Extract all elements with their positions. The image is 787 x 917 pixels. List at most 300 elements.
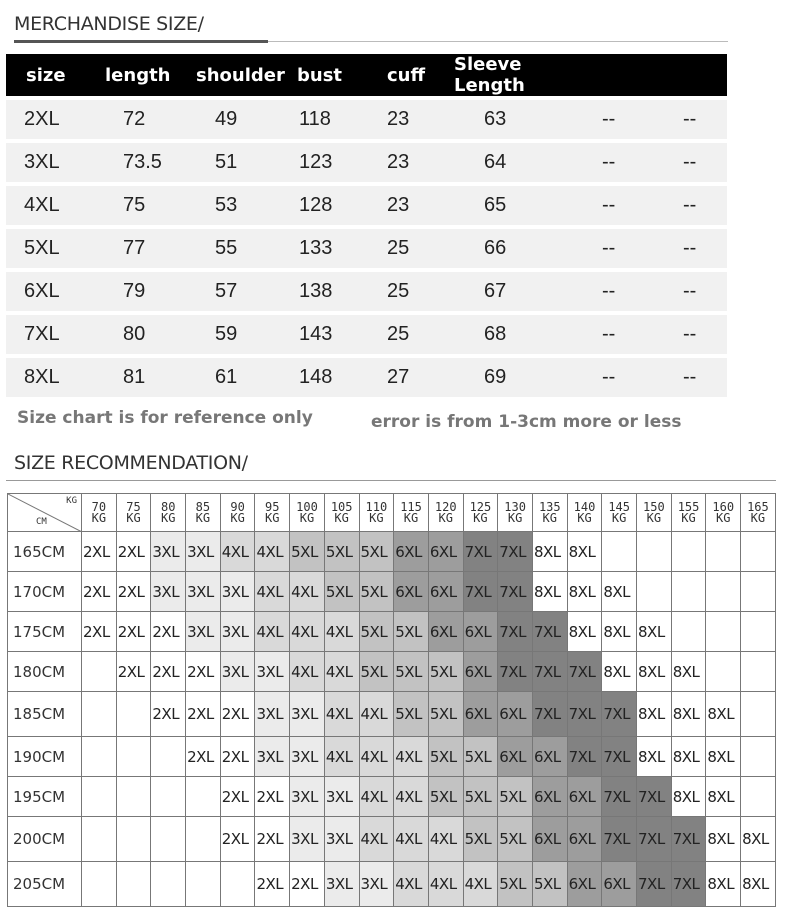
recommended-size-cell: 2XL [82, 572, 117, 612]
measurement-cell: -- [593, 143, 683, 182]
measurement-cell: -- [593, 100, 683, 139]
recommended-size-cell: 3XL [220, 612, 255, 652]
recommended-size-cell: 3XL [324, 777, 359, 817]
recommended-size-cell [671, 532, 706, 572]
recommended-size-cell: 2XL [151, 612, 186, 652]
recommended-size-cell: 8XL [637, 737, 672, 777]
measurement-cell: 27 [387, 358, 454, 397]
measurement-cell: 25 [387, 272, 454, 311]
recommended-size-cell: 2XL [186, 737, 221, 777]
recommended-size-cell: 7XL [637, 862, 672, 907]
recommended-size-cell: 4XL [394, 777, 429, 817]
corner-cell [8, 494, 82, 532]
measurement-cell: 75 [105, 186, 196, 225]
weight-unit: KG [126, 510, 141, 525]
recommended-size-cell [82, 692, 117, 737]
recommended-size-cell: 2XL [151, 652, 186, 692]
measurement-cell: 77 [105, 229, 196, 268]
recommended-size-cell: 8XL [671, 777, 706, 817]
height-row [8, 532, 776, 572]
recommended-size-cell: 7XL [498, 572, 533, 612]
recommended-size-cell: 7XL [602, 737, 637, 777]
recommended-size-cell [116, 737, 151, 777]
recommended-size-cell: 3XL [186, 612, 221, 652]
weight-header [706, 494, 741, 532]
measurement-cell: -- [593, 358, 683, 397]
size-row [6, 100, 727, 139]
measurement-cell: 128 [297, 186, 387, 225]
recommended-size-cell: 8XL [602, 572, 637, 612]
recommended-size-cell: 5XL [290, 532, 325, 572]
weight-unit: KG [646, 510, 662, 525]
size-recommendation-grid [7, 493, 776, 907]
recommended-size-cell [671, 572, 706, 612]
measurement-cell: 79 [105, 272, 196, 311]
size-row [6, 186, 727, 225]
measurement-cell: 118 [297, 100, 387, 139]
measurement-cell: -- [683, 143, 727, 182]
recommended-size-cell: 4XL [324, 737, 359, 777]
measurement-cell: -- [593, 315, 683, 354]
weight-unit: KG [91, 510, 107, 525]
recommended-size-cell: 4XL [324, 652, 359, 692]
height-label: 180CM [8, 652, 82, 692]
measurement-cell: 123 [297, 143, 387, 182]
recommended-size-cell: 6XL [428, 572, 463, 612]
height-label: 190CM [8, 737, 82, 777]
recommended-size-cell: 8XL [637, 652, 672, 692]
recommended-size-cell [82, 737, 117, 777]
recommended-size-cell: 7XL [498, 612, 533, 652]
recommended-size-cell: 3XL [186, 532, 221, 572]
recommended-size-cell: 8XL [602, 652, 637, 692]
recommended-size-cell: 2XL [290, 862, 325, 907]
weight-header [428, 494, 463, 532]
header-sleeve-length: Sleeve Length [454, 54, 593, 96]
height-label: 185CM [8, 692, 82, 737]
recommended-size-cell [186, 862, 221, 907]
recommended-size-cell: 6XL [498, 737, 533, 777]
recommended-size-cell: 8XL [671, 652, 706, 692]
weight-header [498, 494, 533, 532]
recommended-size-cell [116, 692, 151, 737]
recommended-size-cell: 4XL [359, 817, 394, 862]
weight-value: 135 [538, 499, 561, 514]
recommended-size-cell [151, 862, 186, 907]
recommended-size-cell: 8XL [706, 777, 741, 817]
weight-unit: KG [507, 510, 523, 525]
recommended-size-cell: 8XL [532, 532, 567, 572]
height-row [8, 572, 776, 612]
recommended-size-cell: 7XL [532, 652, 567, 692]
height-row [8, 817, 776, 862]
weight-header [463, 494, 498, 532]
recommended-size-cell: 8XL [567, 612, 602, 652]
title-underline [14, 40, 268, 43]
recommended-size-cell: 5XL [394, 692, 429, 737]
recommended-size-cell [82, 777, 117, 817]
weight-unit: KG [265, 510, 280, 525]
weight-header [671, 494, 706, 532]
recommended-size-cell: 3XL [324, 817, 359, 862]
corner-cm-label: CM [36, 517, 47, 527]
height-label: 205CM [8, 862, 82, 907]
measurement-cell: -- [683, 229, 727, 268]
height-label: 165CM [8, 532, 82, 572]
size-cell: 7XL [6, 315, 105, 354]
recommended-size-cell: 2XL [151, 692, 186, 737]
recommended-size-cell: 4XL [255, 572, 290, 612]
height-label: 195CM [8, 777, 82, 817]
recommended-size-cell [671, 612, 706, 652]
size-cell: 6XL [6, 272, 105, 311]
weight-unit: KG [195, 510, 211, 525]
measurement-cell: -- [683, 272, 727, 311]
measurement-cell: 59 [196, 315, 297, 354]
weight-unit: KG [750, 510, 766, 525]
height-row [8, 692, 776, 737]
recommended-size-cell: 5XL [324, 532, 359, 572]
weight-value: 115 [400, 499, 422, 514]
weight-unit: KG [438, 510, 453, 525]
recommended-size-cell [741, 652, 776, 692]
recommended-size-cell: 8XL [637, 692, 672, 737]
recommended-size-cell: 4XL [359, 777, 394, 817]
size-cell: 4XL [6, 186, 105, 225]
weight-header [186, 494, 221, 532]
recommended-size-cell: 4XL [428, 862, 463, 907]
recommended-size-cell: 5XL [498, 862, 533, 907]
height-label: 200CM [8, 817, 82, 862]
weight-header [220, 494, 255, 532]
header-length: length [105, 54, 196, 96]
weight-value: 70 [91, 499, 107, 514]
weight-value: 90 [230, 499, 245, 514]
weight-value: 75 [126, 499, 141, 514]
recommended-size-cell: 6XL [498, 692, 533, 737]
merchandise-size-title: MERCHANDISE SIZE/ [14, 13, 204, 35]
recommended-size-cell: 8XL [567, 532, 602, 572]
recommended-size-cell: 5XL [324, 572, 359, 612]
recommended-size-cell: 8XL [741, 862, 776, 907]
measurement-cell: 57 [196, 272, 297, 311]
recommended-size-cell: 5XL [532, 862, 567, 907]
recommended-size-cell: 6XL [532, 817, 567, 862]
recommended-size-cell: 2XL [255, 862, 290, 907]
weight-value: 80 [160, 499, 176, 514]
size-cell: 5XL [6, 229, 105, 268]
recommended-size-cell: 5XL [498, 817, 533, 862]
recommended-size-cell: 4XL [220, 532, 255, 572]
recommended-size-cell: 8XL [671, 737, 706, 777]
recommended-size-cell [220, 862, 255, 907]
measurement-cell: 81 [105, 358, 196, 397]
recommended-size-cell [741, 737, 776, 777]
size-table-header [6, 54, 727, 96]
recommended-size-cell: 2XL [255, 777, 290, 817]
recommended-size-cell: 2XL [82, 532, 117, 572]
recommended-size-cell [116, 777, 151, 817]
weight-value: 130 [504, 499, 526, 514]
recommended-size-cell: 2XL [116, 612, 151, 652]
measurement-cell: 51 [196, 143, 297, 182]
title-rule [268, 41, 728, 42]
measurement-cell: 23 [387, 186, 454, 225]
weight-header [394, 494, 429, 532]
recommended-size-cell [82, 817, 117, 862]
recommended-size-cell: 7XL [637, 777, 672, 817]
measurement-cell: 68 [454, 315, 593, 354]
weight-value: 150 [643, 499, 665, 514]
measurement-cell: 23 [387, 143, 454, 182]
recommended-size-cell [741, 777, 776, 817]
recommended-size-cell: 3XL [255, 652, 290, 692]
recommended-size-cell: 2XL [116, 652, 151, 692]
weight-unit: KG [473, 510, 488, 525]
recommended-size-cell: 3XL [359, 862, 394, 907]
recommended-size-cell [116, 817, 151, 862]
recommended-size-cell: 7XL [567, 737, 602, 777]
measurement-cell: 73.5 [105, 143, 196, 182]
weight-unit: KG [715, 510, 731, 525]
recommended-size-cell: 5XL [428, 737, 463, 777]
weight-value: 120 [434, 499, 457, 514]
recommended-size-cell: 8XL [741, 817, 776, 862]
recommended-size-cell: 2XL [82, 612, 117, 652]
weight-unit: KG [681, 510, 696, 525]
recommended-size-cell [82, 862, 117, 907]
recommended-size-cell [741, 572, 776, 612]
height-row [8, 612, 776, 652]
height-label: 175CM [8, 612, 82, 652]
measurement-cell: -- [593, 186, 683, 225]
recommended-size-cell: 6XL [394, 572, 429, 612]
weight-header [741, 494, 776, 532]
weight-value: 145 [608, 499, 630, 514]
recommended-size-cell: 7XL [567, 652, 602, 692]
recommended-size-cell: 3XL [255, 692, 290, 737]
recommended-size-cell: 2XL [220, 692, 255, 737]
recommended-size-cell: 6XL [532, 737, 567, 777]
weight-unit: KG [160, 510, 176, 525]
weight-header [151, 494, 186, 532]
weight-header [116, 494, 151, 532]
measurement-cell: -- [683, 100, 727, 139]
recommended-size-cell [706, 612, 741, 652]
measurement-cell: 25 [387, 229, 454, 268]
recommended-size-cell: 3XL [186, 572, 221, 612]
reference-note: Size chart is for reference only [17, 408, 313, 428]
recommended-size-cell: 8XL [706, 817, 741, 862]
recommended-size-cell: 2XL [186, 652, 221, 692]
height-row [8, 737, 776, 777]
recommended-size-cell: 5XL [463, 817, 498, 862]
recommended-size-cell [637, 572, 672, 612]
recommended-size-cell: 6XL [463, 692, 498, 737]
weight-header-row [8, 494, 776, 532]
weight-header [359, 494, 394, 532]
measurement-cell: 53 [196, 186, 297, 225]
recommended-size-cell [186, 777, 221, 817]
weight-header [290, 494, 325, 532]
weight-unit: KG [403, 510, 419, 525]
recommended-size-cell: 5XL [359, 652, 394, 692]
recommended-size-cell: 7XL [532, 692, 567, 737]
recommended-size-cell: 8XL [706, 737, 741, 777]
measurement-cell: 138 [297, 272, 387, 311]
recommended-size-cell [706, 532, 741, 572]
recommended-size-cell: 8XL [706, 862, 741, 907]
recommended-size-cell [741, 612, 776, 652]
recommended-size-cell: 3XL [290, 737, 325, 777]
measurement-cell: -- [593, 229, 683, 268]
recommended-size-cell: 8XL [532, 572, 567, 612]
recommended-size-cell [637, 532, 672, 572]
header-cuff: cuff [387, 54, 454, 96]
size-row [6, 315, 727, 354]
weight-unit: KG [230, 510, 245, 525]
weight-header [532, 494, 567, 532]
measurement-cell: 72 [105, 100, 196, 139]
measurement-cell: 49 [196, 100, 297, 139]
measurement-cell: 25 [387, 315, 454, 354]
recommended-size-cell: 4XL [394, 817, 429, 862]
weight-value: 85 [195, 499, 211, 514]
recommended-size-cell [151, 777, 186, 817]
recommended-size-cell: 3XL [324, 862, 359, 907]
recommended-size-cell: 7XL [498, 652, 533, 692]
recommended-size-cell: 2XL [220, 777, 255, 817]
weight-value: 100 [296, 499, 318, 514]
recommended-size-cell: 5XL [359, 532, 394, 572]
weight-unit: KG [334, 510, 349, 525]
recommended-size-cell: 6XL [567, 862, 602, 907]
recommended-size-cell: 5XL [394, 652, 429, 692]
recommended-size-cell: 5XL [428, 777, 463, 817]
size-row [6, 272, 727, 311]
recommended-size-cell: 5XL [463, 737, 498, 777]
recommended-size-cell: 4XL [290, 572, 325, 612]
recommended-size-cell: 6XL [532, 777, 567, 817]
measurement-cell: 64 [454, 143, 593, 182]
recommended-size-cell: 2XL [220, 737, 255, 777]
recommended-size-cell: 5XL [428, 692, 463, 737]
recommended-size-cell: 2XL [220, 817, 255, 862]
recommended-size-cell: 5XL [463, 777, 498, 817]
recommended-size-cell [706, 652, 741, 692]
measurement-cell: 133 [297, 229, 387, 268]
recommended-size-cell: 3XL [290, 817, 325, 862]
recommended-size-cell: 4XL [324, 612, 359, 652]
recommended-size-cell [151, 737, 186, 777]
recommended-size-cell: 7XL [498, 532, 533, 572]
weight-header [602, 494, 637, 532]
weight-value: 155 [677, 499, 700, 514]
size-cell: 2XL [6, 100, 105, 139]
recommended-size-cell: 3XL [220, 572, 255, 612]
measurement-cell: 148 [297, 358, 387, 397]
size-measurement-table [6, 50, 727, 401]
recommended-size-cell [741, 532, 776, 572]
measurement-cell: 80 [105, 315, 196, 354]
recommended-size-cell: 4XL [394, 737, 429, 777]
recommended-size-cell [741, 692, 776, 737]
size-cell: 8XL [6, 358, 105, 397]
measurement-cell: -- [683, 186, 727, 225]
height-row [8, 652, 776, 692]
recommended-size-cell [706, 572, 741, 612]
recommended-size-cell: 7XL [567, 692, 602, 737]
corner-kg-label: KG [66, 496, 77, 506]
measurement-cell: 61 [196, 358, 297, 397]
recommended-size-cell: 7XL [671, 862, 706, 907]
recommended-size-cell: 4XL [428, 817, 463, 862]
recommended-size-cell: 6XL [463, 652, 498, 692]
recommended-size-cell: 7XL [463, 572, 498, 612]
recommended-size-cell: 7XL [602, 817, 637, 862]
weight-header [324, 494, 359, 532]
recommended-size-cell: 2XL [116, 572, 151, 612]
measurement-cell: 65 [454, 186, 593, 225]
recommended-size-cell: 2XL [116, 532, 151, 572]
recommended-size-cell: 7XL [532, 612, 567, 652]
measurement-cell: -- [683, 315, 727, 354]
measurement-cell: 66 [454, 229, 593, 268]
header-bust: bust [297, 54, 387, 96]
recommended-size-cell: 8XL [671, 692, 706, 737]
weight-value: 160 [712, 499, 735, 514]
recommended-size-cell: 7XL [637, 817, 672, 862]
recommended-size-cell: 4XL [394, 862, 429, 907]
size-cell: 3XL [6, 143, 105, 182]
size-row [6, 143, 727, 182]
recommended-size-cell: 3XL [151, 572, 186, 612]
weight-unit: KG [369, 510, 384, 525]
header-shoulder: shoulder [196, 54, 297, 96]
weight-unit: KG [611, 510, 627, 525]
weight-header [82, 494, 117, 532]
recommended-size-cell: 8XL [706, 692, 741, 737]
weight-value: 140 [573, 499, 596, 514]
height-label: 170CM [8, 572, 82, 612]
weight-header [637, 494, 672, 532]
recommended-size-cell: 7XL [671, 817, 706, 862]
recommended-size-cell: 7XL [463, 532, 498, 572]
recommended-size-cell: 3XL [290, 692, 325, 737]
measurement-cell: -- [593, 272, 683, 311]
recommended-size-cell: 3XL [255, 737, 290, 777]
recommended-size-cell: 2XL [255, 817, 290, 862]
recommended-size-cell [82, 652, 117, 692]
weight-value: 165 [747, 499, 769, 514]
measurement-cell: 23 [387, 100, 454, 139]
recommended-size-cell: 6XL [567, 777, 602, 817]
size-recommendation-title: SIZE RECOMMENDATION/ [14, 452, 248, 474]
recommended-size-cell: 6XL [463, 612, 498, 652]
error-note: error is from 1-3cm more or less [371, 412, 682, 432]
size-row [6, 358, 727, 397]
recommended-size-cell [602, 532, 637, 572]
recommended-size-cell: 7XL [602, 692, 637, 737]
recommended-size-cell: 4XL [255, 532, 290, 572]
measurement-cell: 69 [454, 358, 593, 397]
weight-value: 105 [330, 499, 353, 514]
weight-value: 110 [365, 499, 388, 514]
recommended-size-cell: 8XL [567, 572, 602, 612]
recommended-size-cell [186, 817, 221, 862]
recommended-size-cell: 3XL [290, 777, 325, 817]
recommended-size-cell: 4XL [463, 862, 498, 907]
